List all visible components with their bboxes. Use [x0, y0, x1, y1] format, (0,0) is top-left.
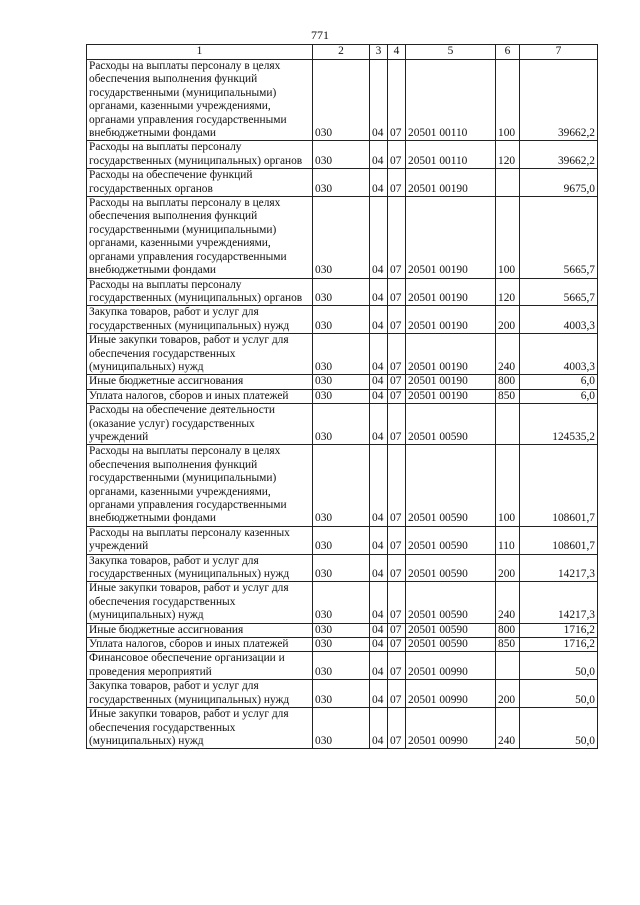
- row-name-cell: Расходы на выплаты персоналу государственных (муниципальных) органов: [87, 278, 313, 306]
- row-subsection-cell: 07: [388, 708, 406, 749]
- row-amount-cell: 50,0: [520, 652, 598, 680]
- row-admin-code-cell: 030: [313, 445, 370, 526]
- row-subsection-cell: 07: [388, 526, 406, 554]
- row-expense-type-cell: 110: [496, 526, 520, 554]
- row-target-article-cell: 20501 00990: [406, 680, 496, 708]
- row-target-article-cell: 20501 00190: [406, 334, 496, 375]
- row-admin-code-cell: 030: [313, 169, 370, 197]
- row-subsection-cell: 07: [388, 404, 406, 445]
- row-subsection-cell: 07: [388, 582, 406, 623]
- row-target-article-cell: 20501 00590: [406, 582, 496, 623]
- row-admin-code-cell: 030: [313, 334, 370, 375]
- row-expense-type-cell: [496, 652, 520, 680]
- row-section-cell: 04: [370, 526, 388, 554]
- header-cell: 5: [406, 45, 496, 60]
- row-expense-type-cell: 800: [496, 375, 520, 389]
- row-name-cell: Закупка товаров, работ и услуг для государственных (муниципальных) нужд: [87, 306, 313, 334]
- row-section-cell: 04: [370, 169, 388, 197]
- header-cell: 7: [520, 45, 598, 60]
- table-row: [87, 445, 598, 526]
- table-row: [87, 60, 598, 141]
- row-expense-type-cell: 120: [496, 141, 520, 169]
- row-admin-code-cell: 030: [313, 526, 370, 554]
- row-subsection-cell: 07: [388, 60, 406, 141]
- row-admin-code-cell: 030: [313, 375, 370, 389]
- table-row: [87, 306, 598, 334]
- table-row: [87, 623, 598, 637]
- row-expense-type-cell: 200: [496, 306, 520, 334]
- row-name-cell: Иные бюджетные ассигнования: [87, 375, 313, 389]
- row-admin-code-cell: 030: [313, 582, 370, 623]
- header-cell: 4: [388, 45, 406, 60]
- row-target-article-cell: 20501 00990: [406, 652, 496, 680]
- row-expense-type-cell: [496, 404, 520, 445]
- row-subsection-cell: 07: [388, 197, 406, 278]
- row-admin-code-cell: 030: [313, 404, 370, 445]
- row-admin-code-cell: 030: [313, 141, 370, 169]
- row-name-cell: Расходы на обеспечение функций государственных органов: [87, 169, 313, 197]
- row-admin-code-cell: 030: [313, 197, 370, 278]
- row-admin-code-cell: 030: [313, 652, 370, 680]
- table-row: [87, 404, 598, 445]
- row-section-cell: 04: [370, 554, 388, 582]
- table-row: [87, 526, 598, 554]
- row-amount-cell: 6,0: [520, 375, 598, 389]
- row-amount-cell: 14217,3: [520, 582, 598, 623]
- row-admin-code-cell: 030: [313, 708, 370, 749]
- budget-table: [86, 44, 598, 749]
- row-section-cell: 04: [370, 680, 388, 708]
- row-expense-type-cell: 200: [496, 680, 520, 708]
- row-target-article-cell: 20501 00590: [406, 554, 496, 582]
- row-target-article-cell: 20501 00190: [406, 278, 496, 306]
- row-section-cell: 04: [370, 445, 388, 526]
- row-name-cell: Иные закупки товаров, работ и услуг для обеспечения государственных (муниципальных) нужд: [87, 708, 313, 749]
- row-target-article-cell: 20501 00110: [406, 60, 496, 141]
- row-section-cell: 04: [370, 404, 388, 445]
- row-admin-code-cell: 030: [313, 306, 370, 334]
- row-target-article-cell: 20501 00190: [406, 306, 496, 334]
- row-expense-type-cell: 100: [496, 445, 520, 526]
- row-name-cell: Расходы на выплаты персоналу в целях обеспечения выполнения функций государственными (муниципальными) органами, казенными учреждениями, органами управления государственными внебюджетными фондами: [87, 445, 313, 526]
- row-name-cell: Иные бюджетные ассигнования: [87, 623, 313, 637]
- row-expense-type-cell: [496, 169, 520, 197]
- row-amount-cell: 4003,3: [520, 334, 598, 375]
- row-amount-cell: 14217,3: [520, 554, 598, 582]
- row-expense-type-cell: 850: [496, 389, 520, 403]
- row-section-cell: 04: [370, 638, 388, 652]
- row-name-cell: Расходы на обеспечение деятельности (оказание услуг) государственных учреждений: [87, 404, 313, 445]
- row-expense-type-cell: 120: [496, 278, 520, 306]
- header-cell: 3: [370, 45, 388, 60]
- row-expense-type-cell: 240: [496, 582, 520, 623]
- row-expense-type-cell: 100: [496, 197, 520, 278]
- row-name-cell: Финансовое обеспечение организации и проведения мероприятий: [87, 652, 313, 680]
- row-amount-cell: 1716,2: [520, 638, 598, 652]
- page-number: 771: [311, 28, 329, 42]
- header-cell: 1: [87, 45, 313, 60]
- row-admin-code-cell: 030: [313, 680, 370, 708]
- row-subsection-cell: 07: [388, 623, 406, 637]
- row-subsection-cell: 07: [388, 389, 406, 403]
- row-amount-cell: 6,0: [520, 389, 598, 403]
- row-subsection-cell: 07: [388, 554, 406, 582]
- row-section-cell: 04: [370, 141, 388, 169]
- row-section-cell: 04: [370, 708, 388, 749]
- row-target-article-cell: 20501 00110: [406, 141, 496, 169]
- table-row: [87, 638, 598, 652]
- row-name-cell: Расходы на выплаты персоналу государственных (муниципальных) органов: [87, 141, 313, 169]
- header-cell: 2: [313, 45, 370, 60]
- row-amount-cell: 5665,7: [520, 278, 598, 306]
- row-name-cell: Расходы на выплаты персоналу в целях обеспечения выполнения функций государственными (муниципальными) органами, казенными учреждениями, органами управления государственными внебюджетными фондами: [87, 197, 313, 278]
- row-subsection-cell: 07: [388, 306, 406, 334]
- row-expense-type-cell: 200: [496, 554, 520, 582]
- row-section-cell: 04: [370, 278, 388, 306]
- table-row: [87, 708, 598, 749]
- row-target-article-cell: 20501 00190: [406, 197, 496, 278]
- row-target-article-cell: 20501 00990: [406, 708, 496, 749]
- row-amount-cell: 39662,2: [520, 141, 598, 169]
- row-section-cell: 04: [370, 334, 388, 375]
- row-expense-type-cell: 240: [496, 334, 520, 375]
- table-row: [87, 334, 598, 375]
- row-admin-code-cell: 030: [313, 278, 370, 306]
- table-row: [87, 141, 598, 169]
- row-name-cell: Расходы на выплаты персоналу в целях обеспечения выполнения функций государственными (муниципальными) органами, казенными учреждениями, органами управления государственными внебюджетными фондами: [87, 60, 313, 141]
- table-row: [87, 169, 598, 197]
- table-row: [87, 197, 598, 278]
- row-subsection-cell: 07: [388, 141, 406, 169]
- row-target-article-cell: 20501 00590: [406, 638, 496, 652]
- row-target-article-cell: 20501 00190: [406, 375, 496, 389]
- row-subsection-cell: 07: [388, 680, 406, 708]
- row-target-article-cell: 20501 00590: [406, 404, 496, 445]
- row-amount-cell: 39662,2: [520, 60, 598, 141]
- row-admin-code-cell: 030: [313, 638, 370, 652]
- table-row: [87, 278, 598, 306]
- row-target-article-cell: 20501 00190: [406, 389, 496, 403]
- header-row: [87, 45, 598, 60]
- row-section-cell: 04: [370, 60, 388, 141]
- row-name-cell: Расходы на выплаты персоналу казенных учреждений: [87, 526, 313, 554]
- table-row: [87, 375, 598, 389]
- row-amount-cell: 50,0: [520, 680, 598, 708]
- row-amount-cell: 124535,2: [520, 404, 598, 445]
- row-subsection-cell: 07: [388, 375, 406, 389]
- row-target-article-cell: 20501 00590: [406, 526, 496, 554]
- row-admin-code-cell: 030: [313, 623, 370, 637]
- row-admin-code-cell: 030: [313, 60, 370, 141]
- header-cell: 6: [496, 45, 520, 60]
- row-section-cell: 04: [370, 389, 388, 403]
- table-row: [87, 582, 598, 623]
- row-section-cell: 04: [370, 375, 388, 389]
- row-target-article-cell: 20501 00590: [406, 623, 496, 637]
- row-subsection-cell: 07: [388, 652, 406, 680]
- row-admin-code-cell: 030: [313, 389, 370, 403]
- row-expense-type-cell: 800: [496, 623, 520, 637]
- row-name-cell: Иные закупки товаров, работ и услуг для обеспечения государственных (муниципальных) нужд: [87, 334, 313, 375]
- row-subsection-cell: 07: [388, 638, 406, 652]
- row-subsection-cell: 07: [388, 334, 406, 375]
- row-section-cell: 04: [370, 197, 388, 278]
- row-section-cell: 04: [370, 623, 388, 637]
- row-expense-type-cell: 100: [496, 60, 520, 141]
- row-name-cell: Закупка товаров, работ и услуг для государственных (муниципальных) нужд: [87, 554, 313, 582]
- row-amount-cell: 9675,0: [520, 169, 598, 197]
- row-expense-type-cell: 240: [496, 708, 520, 749]
- row-name-cell: Уплата налогов, сборов и иных платежей: [87, 389, 313, 403]
- row-amount-cell: 5665,7: [520, 197, 598, 278]
- row-amount-cell: 1716,2: [520, 623, 598, 637]
- table-row: [87, 554, 598, 582]
- row-amount-cell: 108601,7: [520, 445, 598, 526]
- row-subsection-cell: 07: [388, 445, 406, 526]
- row-subsection-cell: 07: [388, 278, 406, 306]
- row-amount-cell: 108601,7: [520, 526, 598, 554]
- row-name-cell: Иные закупки товаров, работ и услуг для обеспечения государственных (муниципальных) нужд: [87, 582, 313, 623]
- row-target-article-cell: 20501 00190: [406, 169, 496, 197]
- row-amount-cell: 50,0: [520, 708, 598, 749]
- table-row: [87, 680, 598, 708]
- row-section-cell: 04: [370, 582, 388, 623]
- table-row: [87, 652, 598, 680]
- row-section-cell: 04: [370, 306, 388, 334]
- row-subsection-cell: 07: [388, 169, 406, 197]
- row-expense-type-cell: 850: [496, 638, 520, 652]
- table-row: [87, 389, 598, 403]
- row-target-article-cell: 20501 00590: [406, 445, 496, 526]
- row-admin-code-cell: 030: [313, 554, 370, 582]
- row-name-cell: Уплата налогов, сборов и иных платежей: [87, 638, 313, 652]
- row-name-cell: Закупка товаров, работ и услуг для государственных (муниципальных) нужд: [87, 680, 313, 708]
- row-amount-cell: 4003,3: [520, 306, 598, 334]
- row-section-cell: 04: [370, 652, 388, 680]
